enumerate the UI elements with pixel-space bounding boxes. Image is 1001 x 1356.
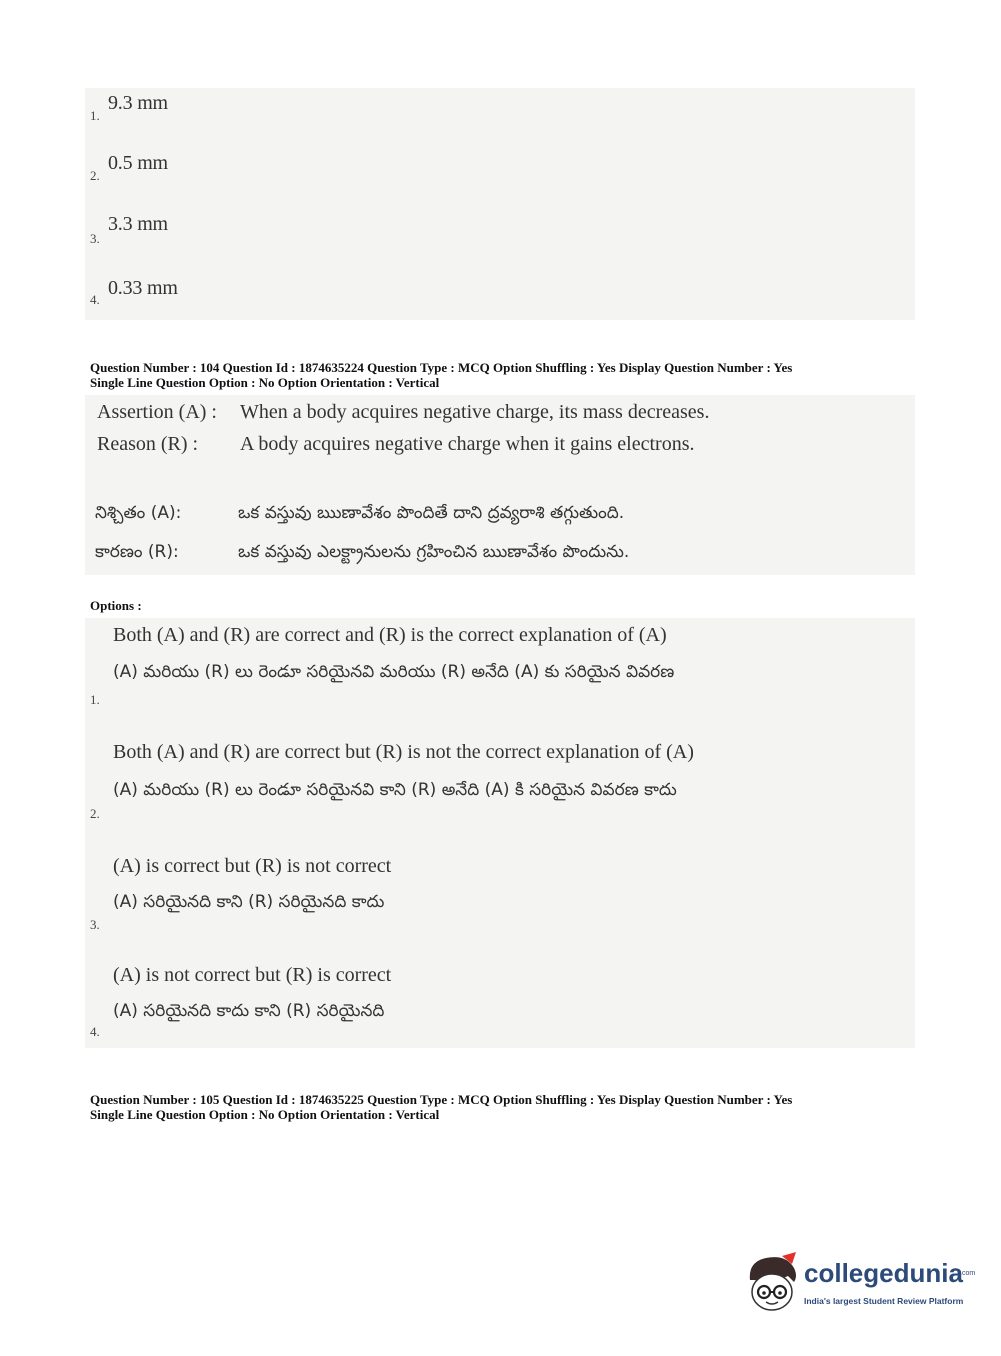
option-number: 3. <box>90 231 100 246</box>
question-meta-line: Single Line Question Option : No Option Orientation : Vertical <box>90 375 440 390</box>
assertion-text-telugu: ఒక వస్తువు ఋణావేశం పొందితే దాని ద్రవ్యరాశి తగ్గుతుంది. <box>238 503 625 523</box>
option-number: 2. <box>90 168 100 183</box>
question-meta-line: Question Number : 104 Question Id : 1874635224 Question Type : MCQ Option Shuffling : Yes Display Question Number : Yes <box>90 360 793 375</box>
option-number: 4. <box>90 1024 100 1039</box>
reason-label-telugu: కారణం (R): <box>95 542 179 562</box>
question-meta <box>90 360 792 390</box>
option-number: 4. <box>90 292 100 307</box>
option-text-telugu: (A) మరియు (R) లు రెండూ సరియైనవి మరియు (R) అనేది (A) కు సరియైన వివరణ <box>113 662 675 682</box>
logo-wordmark: collegedunia <box>804 1258 963 1288</box>
option-text: 0.33 mm <box>108 277 178 299</box>
option-text: 3.3 mm <box>108 213 168 235</box>
assertion-text: When a body acquires negative charge, its mass decreases. <box>240 401 710 423</box>
option-number: 1. <box>90 692 100 707</box>
logo-suffix: .com <box>960 1270 976 1277</box>
question-meta-line: Question Number : 105 Question Id : 1874635225 Question Type : MCQ Option Shuffling : Yes Display Question Number : Yes <box>90 1092 793 1107</box>
assertion-label: Assertion (A) : <box>97 401 217 423</box>
mascot-icon <box>742 1250 802 1320</box>
reason-text: A body acquires negative charge when it gains electrons. <box>240 433 695 455</box>
option-text-telugu: (A) సరియైనది కాదు కాని (R) సరియైనది <box>113 1001 385 1021</box>
options-label: Options : <box>90 598 142 613</box>
option-text: 9.3 mm <box>108 92 168 114</box>
reason-label: Reason (R) : <box>97 433 199 455</box>
question-meta <box>90 1092 792 1122</box>
prev-options-scan <box>85 88 915 320</box>
question-meta-line: Single Line Question Option : No Option Orientation : Vertical <box>90 1107 440 1122</box>
collegedunia-logo <box>742 1250 976 1320</box>
option-text-english: Both (A) and (R) are correct and (R) is the correct explanation of (A) <box>113 624 667 646</box>
option-text-telugu: (A) మరియు (R) లు రెండూ సరియైనవి కాని (R) అనేది (A) కి సరియైన వివరణ కాదు <box>113 780 677 800</box>
option-number: 2. <box>90 806 100 821</box>
assertion-label-telugu: నిశ్చితం (A): <box>95 503 182 523</box>
option-text-telugu: (A) సరియైనది కాని (R) సరియైనది కాదు <box>113 892 385 912</box>
option-text: 0.5 mm <box>108 152 168 174</box>
option-text-english: Both (A) and (R) are correct but (R) is not the correct explanation of (A) <box>113 741 694 763</box>
option-text-english: (A) is not correct but (R) is correct <box>113 964 392 986</box>
logo-tagline: India's largest Student Review Platform <box>804 1296 964 1306</box>
option-number: 1. <box>90 108 100 123</box>
reason-text-telugu: ఒక వస్తువు ఎలక్ట్రానులను గ్రహించిన ఋణావేశం పొందును. <box>238 542 630 562</box>
option-number: 3. <box>90 917 100 932</box>
option-text-english: (A) is correct but (R) is not correct <box>113 855 392 877</box>
